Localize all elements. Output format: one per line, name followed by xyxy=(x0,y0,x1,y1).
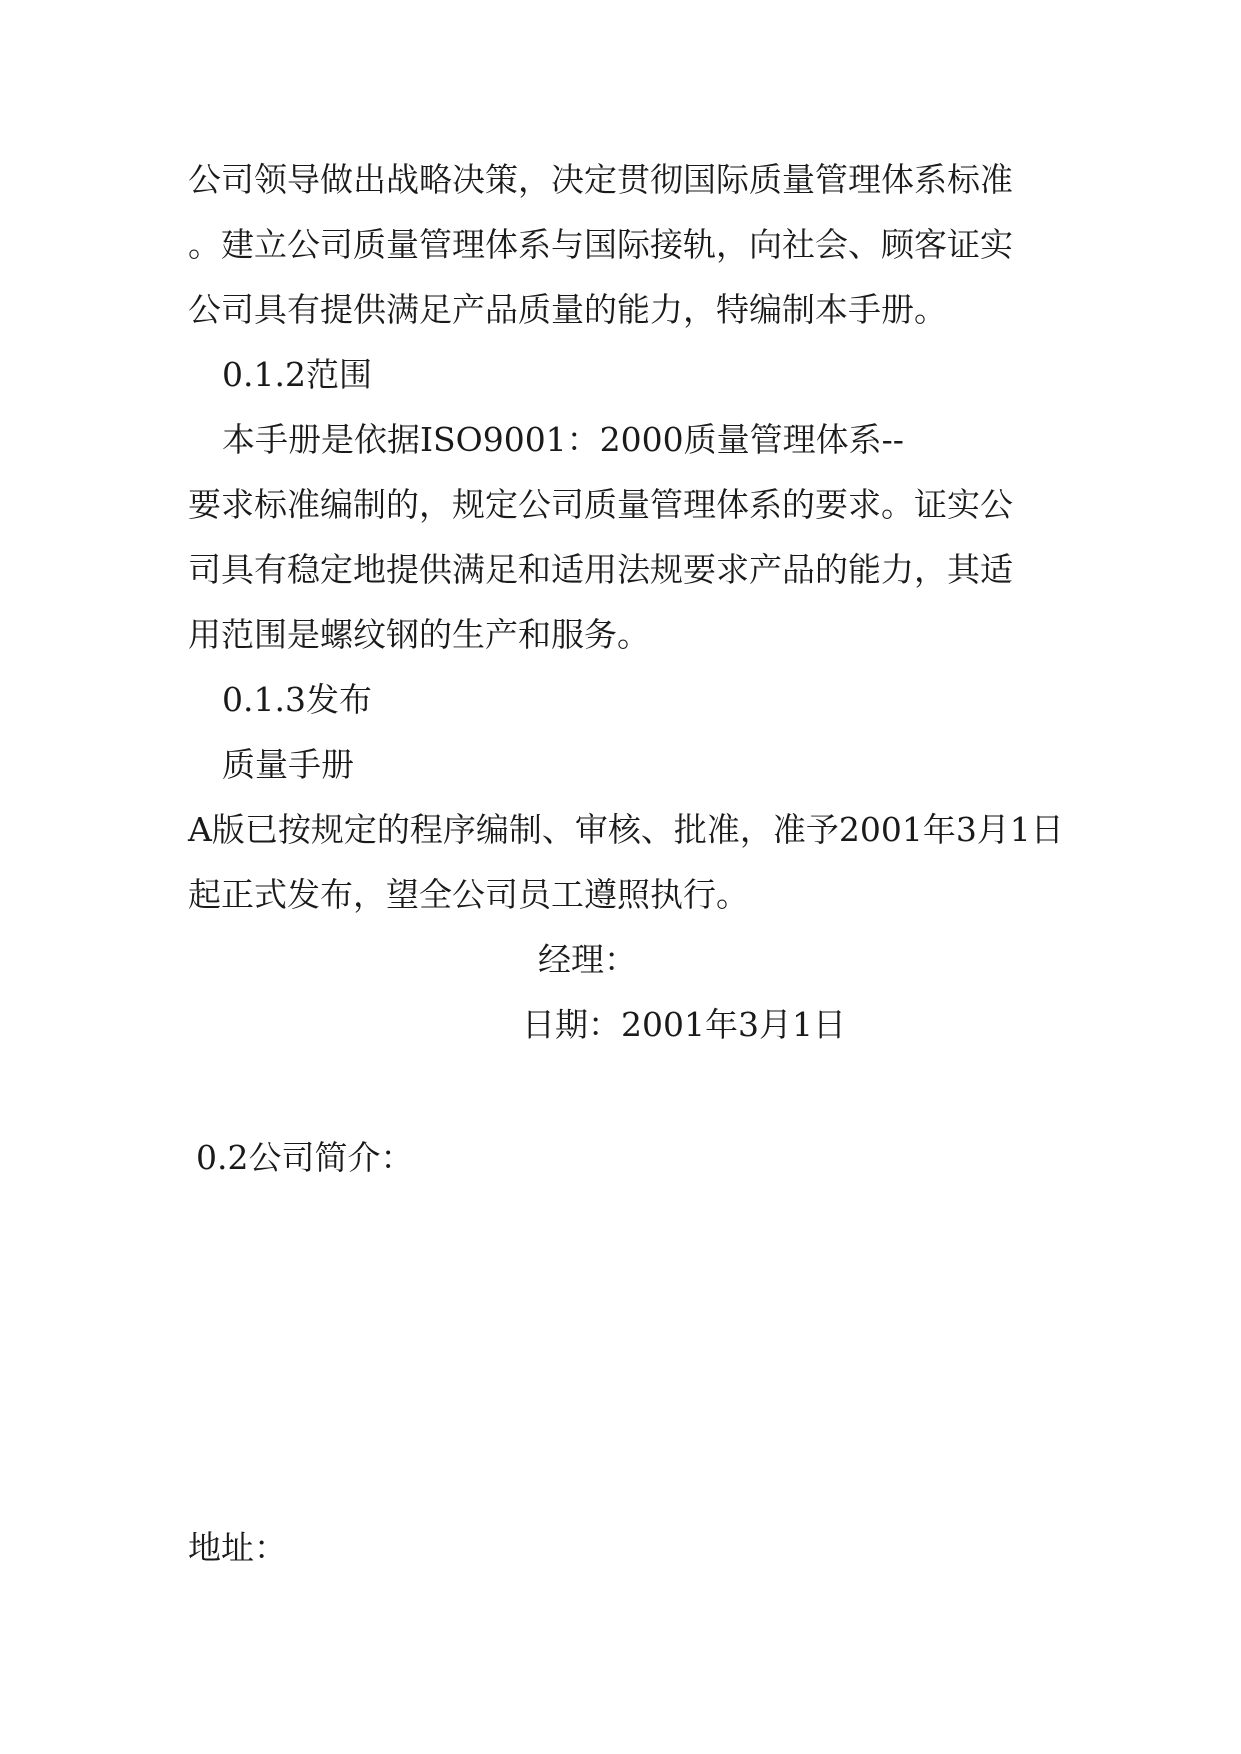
release-line-2: 起正式发布，望全公司员工遵照执行。 xyxy=(188,875,749,914)
address-label: 地址： xyxy=(188,1528,287,1567)
intro-line-3: 公司具有提供满足产品质量的能力，特编制本手册。 xyxy=(188,290,947,329)
intro-line-2: 。建立公司质量管理体系与国际接轨，向社会、顾客证实 xyxy=(188,225,1013,264)
scope-line-1: 本手册是依据ISO9001：2000质量管理体系-- xyxy=(222,420,904,459)
manager-signature-label: 经理： xyxy=(538,940,637,979)
release-date: 日期：2001年3月1日 xyxy=(522,1005,846,1044)
intro-line-1: 公司领导做出战略决策，决定贯彻国际质量管理体系标准 xyxy=(188,160,1013,199)
company-intro-heading: 0.2公司简介： xyxy=(196,1138,414,1177)
scope-line-2: 要求标准编制的，规定公司质量管理体系的要求。证实公 xyxy=(188,485,1013,524)
scope-line-4: 用范围是螺纹钢的生产和服务。 xyxy=(188,615,650,654)
scope-heading: 0.1.2范围 xyxy=(222,355,372,394)
release-heading: 0.1.3发布 xyxy=(222,680,372,719)
release-line-1: A版已按规定的程序编制、审核、批准，准予2001年3月1日 xyxy=(188,810,1064,849)
release-subheading: 质量手册 xyxy=(222,745,354,784)
scope-line-3: 司具有稳定地提供满足和适用法规要求产品的能力，其适 xyxy=(188,550,1013,589)
